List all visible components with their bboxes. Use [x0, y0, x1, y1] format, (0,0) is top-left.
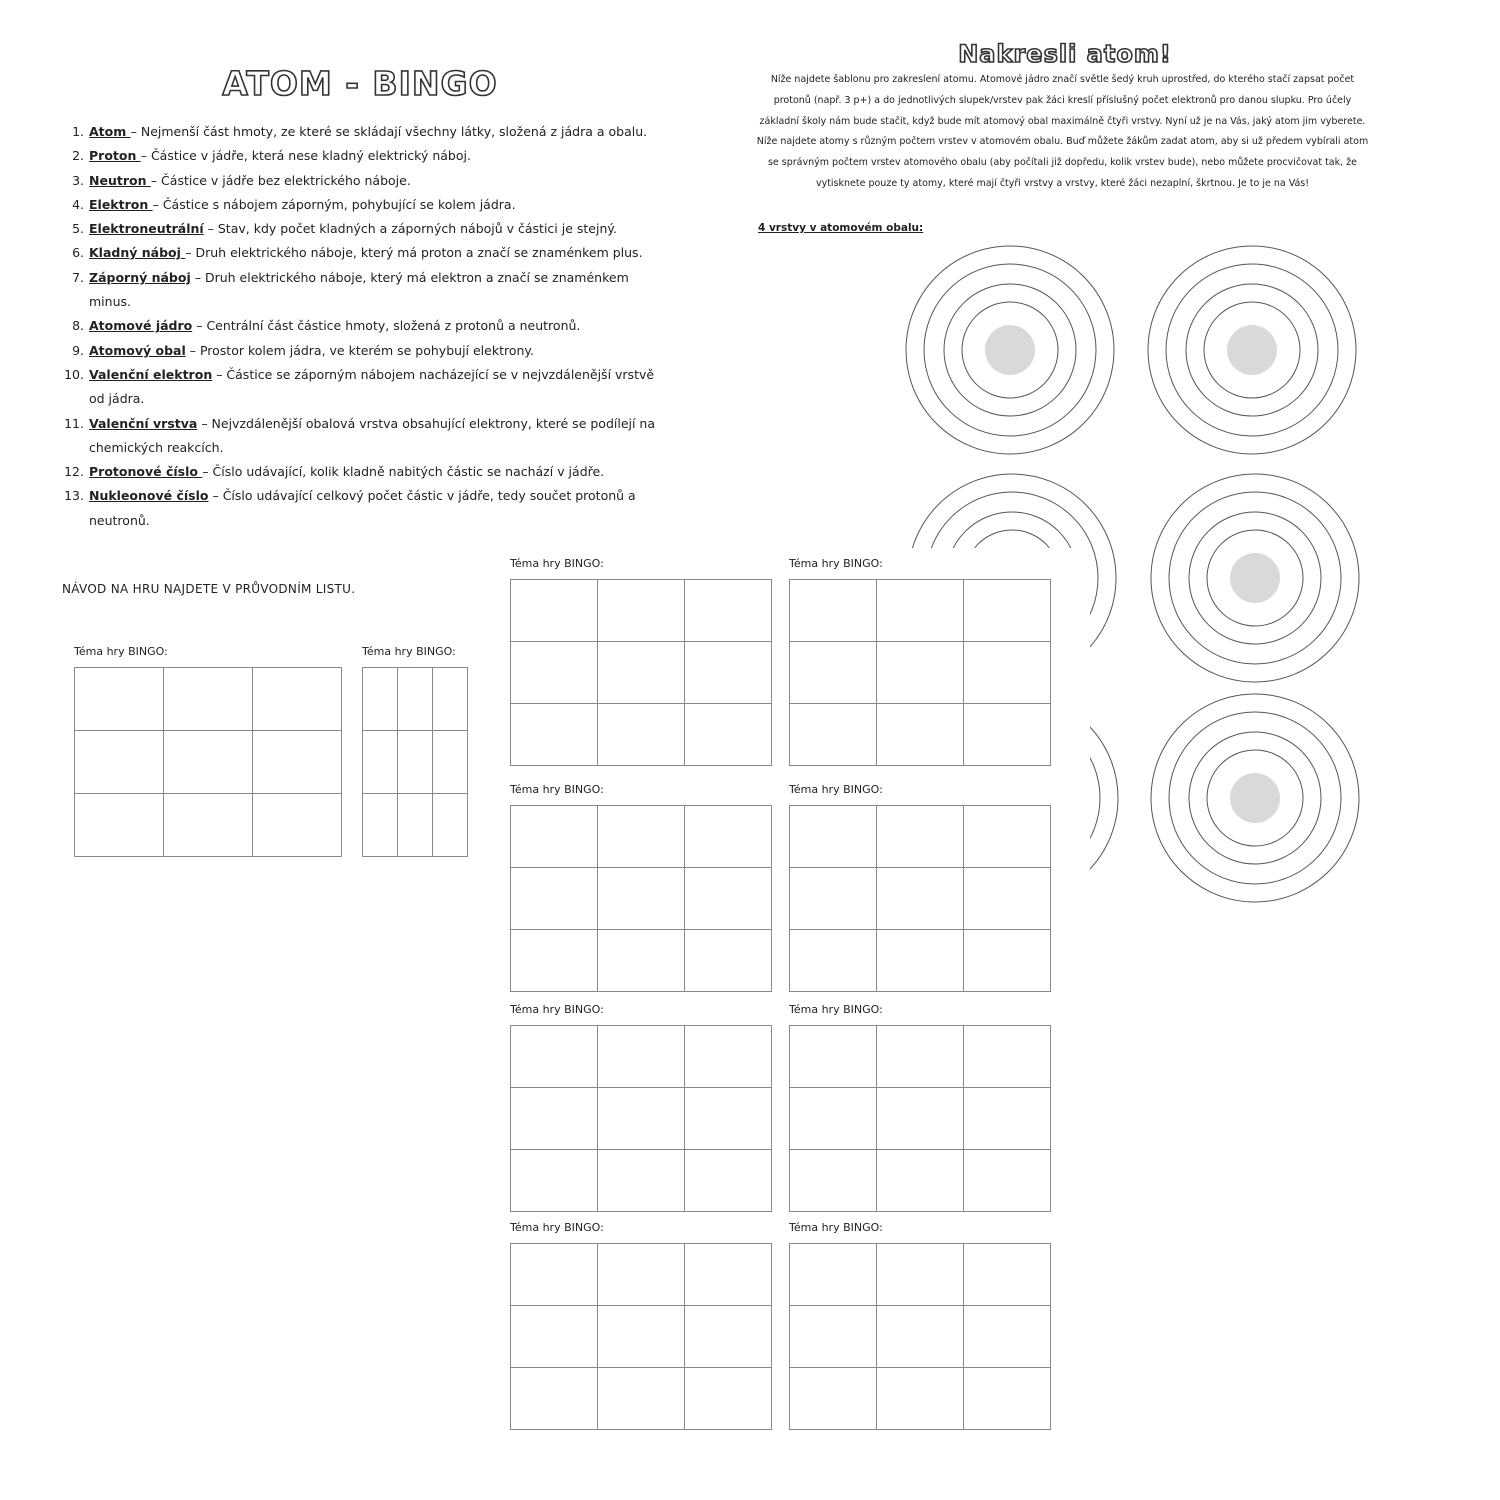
bingo-grid — [510, 579, 772, 766]
nucleus — [1227, 325, 1277, 375]
nucleus — [985, 325, 1035, 375]
bingo-cell[interactable] — [511, 642, 598, 704]
bingo-cell[interactable] — [685, 1088, 772, 1150]
bingo-cell[interactable] — [598, 1244, 685, 1306]
bingo-cell[interactable] — [598, 930, 685, 992]
bingo-cell[interactable] — [253, 668, 342, 731]
bingo-cell[interactable] — [790, 1150, 877, 1212]
bingo-cell[interactable] — [164, 794, 253, 857]
bingo-cell[interactable] — [598, 1306, 685, 1368]
term-number: 4. — [72, 196, 84, 212]
term-number: 6. — [72, 245, 84, 261]
term-name: Neutron — [89, 172, 151, 188]
term-definition: – Částice s nábojem záporným, pohybující se kolem jádra. — [152, 196, 516, 212]
bingo-cell[interactable] — [877, 1244, 964, 1306]
term-name: Proton — [89, 148, 141, 164]
bingo-cell[interactable] — [598, 1088, 685, 1150]
bingo-grid — [789, 579, 1051, 766]
term-definition: – Částice v jádře, která nese kladný elektrický náboj. — [140, 148, 471, 164]
bingo-grid — [362, 667, 468, 857]
term-item — [62, 169, 662, 193]
nucleus — [1230, 553, 1280, 603]
term-name: Atomové jádro — [89, 318, 193, 334]
bingo-cell[interactable] — [363, 731, 398, 794]
atom-intro-text: Níže najdete šablonu pro zakreslení atomu. Atomové jádro značí světle šedý kruh uprostřed, do kterého stačí zapsat počet protonů (např. 3 p+) a do jednotlivých slupek/vrstev pak žáci kreslí příslušný počet elektronů pro danou slupku. Pro účely základní školy nám bude stačit, když bude mít atomový obal maximálně čtyři vrstvy. Nyní už je na Vás, jaký atom jim vyberete. Níže najdete atomy s různým počtem vrstev v atomovém obalu. Buď můžete žákům zadat atom, aby si už předem vybírali atom se správným počtem vrstev atomového obalu (aby počítali již dopředu, kolik vrstev bude), nebo můžete procvičovat tak, že vytisknete pouze ty atomy, které mají čtyři vrstvy a vrstvy, které žáci nezaplní, škrtnou. Je to je na Vás! — [756, 74, 1369, 189]
term-number: 3. — [72, 172, 84, 188]
term-item — [62, 339, 662, 363]
bingo-cell[interactable] — [877, 1088, 964, 1150]
bingo-grid — [510, 805, 772, 992]
bingo-topic-label: Téma hry BINGO: — [789, 557, 883, 570]
term-name: Atom — [89, 124, 131, 139]
bingo-topic-label: Téma hry BINGO: — [789, 783, 883, 796]
term-name: Kladný náboj — [89, 245, 186, 261]
bingo-cell[interactable] — [790, 642, 877, 704]
bingo-cell[interactable] — [964, 1306, 1051, 1368]
bingo-cell[interactable] — [164, 731, 253, 794]
term-item — [62, 217, 662, 241]
bingo-cell[interactable] — [685, 1026, 772, 1088]
bingo-cell[interactable] — [790, 1306, 877, 1368]
bingo-cell[interactable] — [511, 1306, 598, 1368]
term-name: Protonové číslo — [89, 464, 203, 480]
term-list — [62, 120, 662, 533]
term-name: Elektron — [89, 196, 153, 212]
bingo-cell[interactable] — [253, 794, 342, 857]
bingo-topic-label: Téma hry BINGO: — [362, 645, 456, 658]
term-definition: – Stav, kdy počet kladných a záporných nábojů v částici je stejný. — [203, 221, 617, 237]
bingo-card — [74, 645, 342, 857]
term-number: 10. — [64, 366, 84, 382]
bingo-title: ATOM - BINGO — [222, 64, 498, 103]
bingo-card — [789, 557, 1051, 766]
bingo-cell[interactable] — [790, 1244, 877, 1306]
bingo-cell[interactable] — [964, 806, 1051, 868]
bingo-cell[interactable] — [685, 930, 772, 992]
layers-label: 4 vrstvy v atomovém obalu: — [758, 222, 924, 234]
term-definition: – Číslo udávající celkový počet částic v jádře, tedy součet protonů a neutronů. — [89, 488, 636, 528]
bingo-grid — [789, 1025, 1051, 1212]
bingo-cell[interactable] — [790, 806, 877, 868]
term-definition: – Druh elektrického náboje, který má elektron a značí se znaménkem minus. — [89, 269, 629, 310]
bingo-cell[interactable] — [964, 704, 1051, 766]
bingo-card — [510, 557, 772, 766]
bingo-cell[interactable] — [685, 642, 772, 704]
term-definition: – Prostor kolem jádra, ve kterém se pohybují elektrony. — [185, 342, 535, 358]
term-number: 2. — [72, 148, 84, 164]
bingo-topic-label: Téma hry BINGO: — [510, 1221, 604, 1234]
bingo-cell[interactable] — [790, 704, 877, 766]
nucleus — [1230, 773, 1280, 823]
bingo-cell[interactable] — [598, 580, 685, 642]
bingo-grid — [510, 1243, 772, 1430]
bingo-cell[interactable] — [790, 868, 877, 930]
term-item — [62, 241, 662, 265]
term-item — [62, 193, 662, 217]
bingo-cell[interactable] — [790, 580, 877, 642]
bingo-cell[interactable] — [964, 1368, 1051, 1430]
term-item — [62, 266, 662, 315]
term-number: 8. — [72, 318, 84, 334]
bingo-cell[interactable] — [511, 806, 598, 868]
bingo-cell[interactable] — [511, 1026, 598, 1088]
term-definition: – Centrální část částice hmoty, složená z protonů a neutronů. — [192, 318, 581, 334]
bingo-cell[interactable] — [685, 868, 772, 930]
bingo-cell[interactable] — [598, 642, 685, 704]
bingo-cell[interactable] — [877, 642, 964, 704]
bingo-cell[interactable] — [877, 1306, 964, 1368]
bingo-cell[interactable] — [790, 1088, 877, 1150]
atom-template — [1151, 474, 1359, 682]
atom-title: Nakresli atom! — [958, 40, 1172, 68]
term-number: 12. — [64, 464, 84, 480]
bingo-cell[interactable] — [790, 1026, 877, 1088]
bingo-grid — [789, 805, 1051, 992]
bingo-cell[interactable] — [790, 930, 877, 992]
bingo-cell[interactable] — [363, 668, 398, 731]
bingo-cell[interactable] — [964, 1088, 1051, 1150]
term-name: Valenční vrstva — [89, 415, 198, 431]
bingo-cell[interactable] — [877, 806, 964, 868]
bingo-cell[interactable] — [685, 704, 772, 766]
term-name: Valenční elektron — [89, 366, 213, 382]
term-item — [62, 144, 662, 168]
bingo-cell[interactable] — [964, 868, 1051, 930]
bingo-cell[interactable] — [598, 868, 685, 930]
bingo-cell[interactable] — [511, 868, 598, 930]
bingo-cell[interactable] — [433, 794, 468, 857]
bingo-cell[interactable] — [685, 1244, 772, 1306]
term-number: 9. — [72, 342, 84, 358]
bingo-card — [510, 1221, 772, 1430]
bingo-cell[interactable] — [877, 930, 964, 992]
atom-template — [906, 246, 1114, 454]
bingo-grid — [789, 1243, 1051, 1430]
bingo-cell[interactable] — [685, 806, 772, 868]
term-item — [62, 314, 662, 338]
term-item — [62, 460, 662, 484]
bingo-cell[interactable] — [398, 794, 433, 857]
bingo-cell[interactable] — [685, 580, 772, 642]
bingo-cell[interactable] — [964, 1244, 1051, 1306]
bingo-card — [789, 1003, 1051, 1212]
bingo-cell[interactable] — [433, 731, 468, 794]
bingo-cell[interactable] — [964, 580, 1051, 642]
bingo-topic-label: Téma hry BINGO: — [789, 1221, 883, 1234]
bingo-cell[interactable] — [75, 794, 164, 857]
term-name: Atomový obal — [89, 342, 186, 358]
bingo-cell[interactable] — [598, 1026, 685, 1088]
term-definition: – Částice se záporným nábojem nacházející se v nejvzdálenější vrstvě od jádra. — [89, 366, 655, 407]
bingo-topic-label: Téma hry BINGO: — [510, 783, 604, 796]
bingo-cell[interactable] — [685, 1306, 772, 1368]
bingo-cell[interactable] — [598, 1368, 685, 1430]
bingo-cell[interactable] — [75, 668, 164, 731]
bingo-topic-label: Téma hry BINGO: — [510, 1003, 604, 1016]
bingo-cell[interactable] — [877, 1026, 964, 1088]
bingo-cell[interactable] — [877, 704, 964, 766]
bingo-cell[interactable] — [511, 1244, 598, 1306]
bingo-cell[interactable] — [433, 668, 468, 731]
term-definition: – Číslo udávající, kolik kladně nabitých částic se nachází v jádře. — [202, 464, 605, 480]
bingo-cell[interactable] — [964, 930, 1051, 992]
bingo-cell[interactable] — [598, 806, 685, 868]
bingo-cell[interactable] — [511, 1088, 598, 1150]
term-item — [62, 484, 662, 533]
bingo-cell[interactable] — [685, 1368, 772, 1430]
bingo-topic-label: Téma hry BINGO: — [74, 645, 168, 658]
bingo-cell[interactable] — [877, 1150, 964, 1212]
bingo-card — [510, 783, 772, 992]
bingo-cell[interactable] — [511, 1368, 598, 1430]
bingo-cell[interactable] — [877, 1368, 964, 1430]
bingo-cell[interactable] — [598, 1150, 685, 1212]
bingo-cell[interactable] — [964, 1150, 1051, 1212]
term-item — [62, 363, 662, 412]
bingo-cell[interactable] — [511, 930, 598, 992]
bingo-cell[interactable] — [398, 731, 433, 794]
bingo-cell[interactable] — [877, 580, 964, 642]
term-definition: – Nejvzdálenější obalová vrstva obsahující elektrony, které se podílejí na chemických reakcích. — [89, 415, 656, 455]
term-item — [62, 412, 662, 461]
term-number: 5. — [72, 221, 84, 237]
bingo-cell[interactable] — [511, 580, 598, 642]
bingo-card — [789, 783, 1051, 992]
instructions-note: NÁVOD NA HRU NAJDETE V PRŮVODNÍM LISTU. — [62, 582, 356, 596]
term-definition: – Druh elektrického náboje, který má proton a značí se znaménkem plus. — [185, 245, 643, 261]
term-name: Záporný náboj — [89, 269, 191, 285]
bingo-cell[interactable] — [511, 1150, 598, 1212]
bingo-card — [510, 1003, 772, 1212]
bingo-cell[interactable] — [363, 794, 398, 857]
term-number: 1. — [72, 124, 84, 139]
term-number: 11. — [64, 415, 84, 431]
bingo-cell[interactable] — [598, 704, 685, 766]
bingo-cell[interactable] — [75, 731, 164, 794]
term-item — [62, 120, 662, 144]
bingo-cell[interactable] — [685, 1150, 772, 1212]
atom-template — [1151, 694, 1359, 902]
bingo-topic-label: Téma hry BINGO: — [510, 557, 604, 570]
bingo-cell[interactable] — [164, 668, 253, 731]
bingo-cell[interactable] — [964, 1026, 1051, 1088]
term-name: Elektroneutrální — [89, 221, 204, 237]
term-number: 7. — [72, 269, 84, 285]
bingo-cell[interactable] — [253, 731, 342, 794]
term-number: 13. — [64, 488, 84, 504]
bingo-grid — [510, 1025, 772, 1212]
bingo-card — [362, 645, 468, 857]
bingo-cell[interactable] — [877, 868, 964, 930]
bingo-cell[interactable] — [398, 668, 433, 731]
term-definition: – Nejmenší část hmoty, ze které se skládají všechny látky, složená z jádra a obalu. — [130, 124, 648, 139]
term-name: Nukleonové číslo — [89, 488, 209, 504]
bingo-cell[interactable] — [511, 704, 598, 766]
bingo-topic-label: Téma hry BINGO: — [789, 1003, 883, 1016]
bingo-card — [789, 1221, 1051, 1430]
bingo-cell[interactable] — [790, 1368, 877, 1430]
atom-template — [1148, 246, 1356, 454]
bingo-grid — [74, 667, 342, 857]
bingo-cell[interactable] — [964, 642, 1051, 704]
term-definition: – Částice v jádře bez elektrického náboje. — [150, 172, 411, 188]
